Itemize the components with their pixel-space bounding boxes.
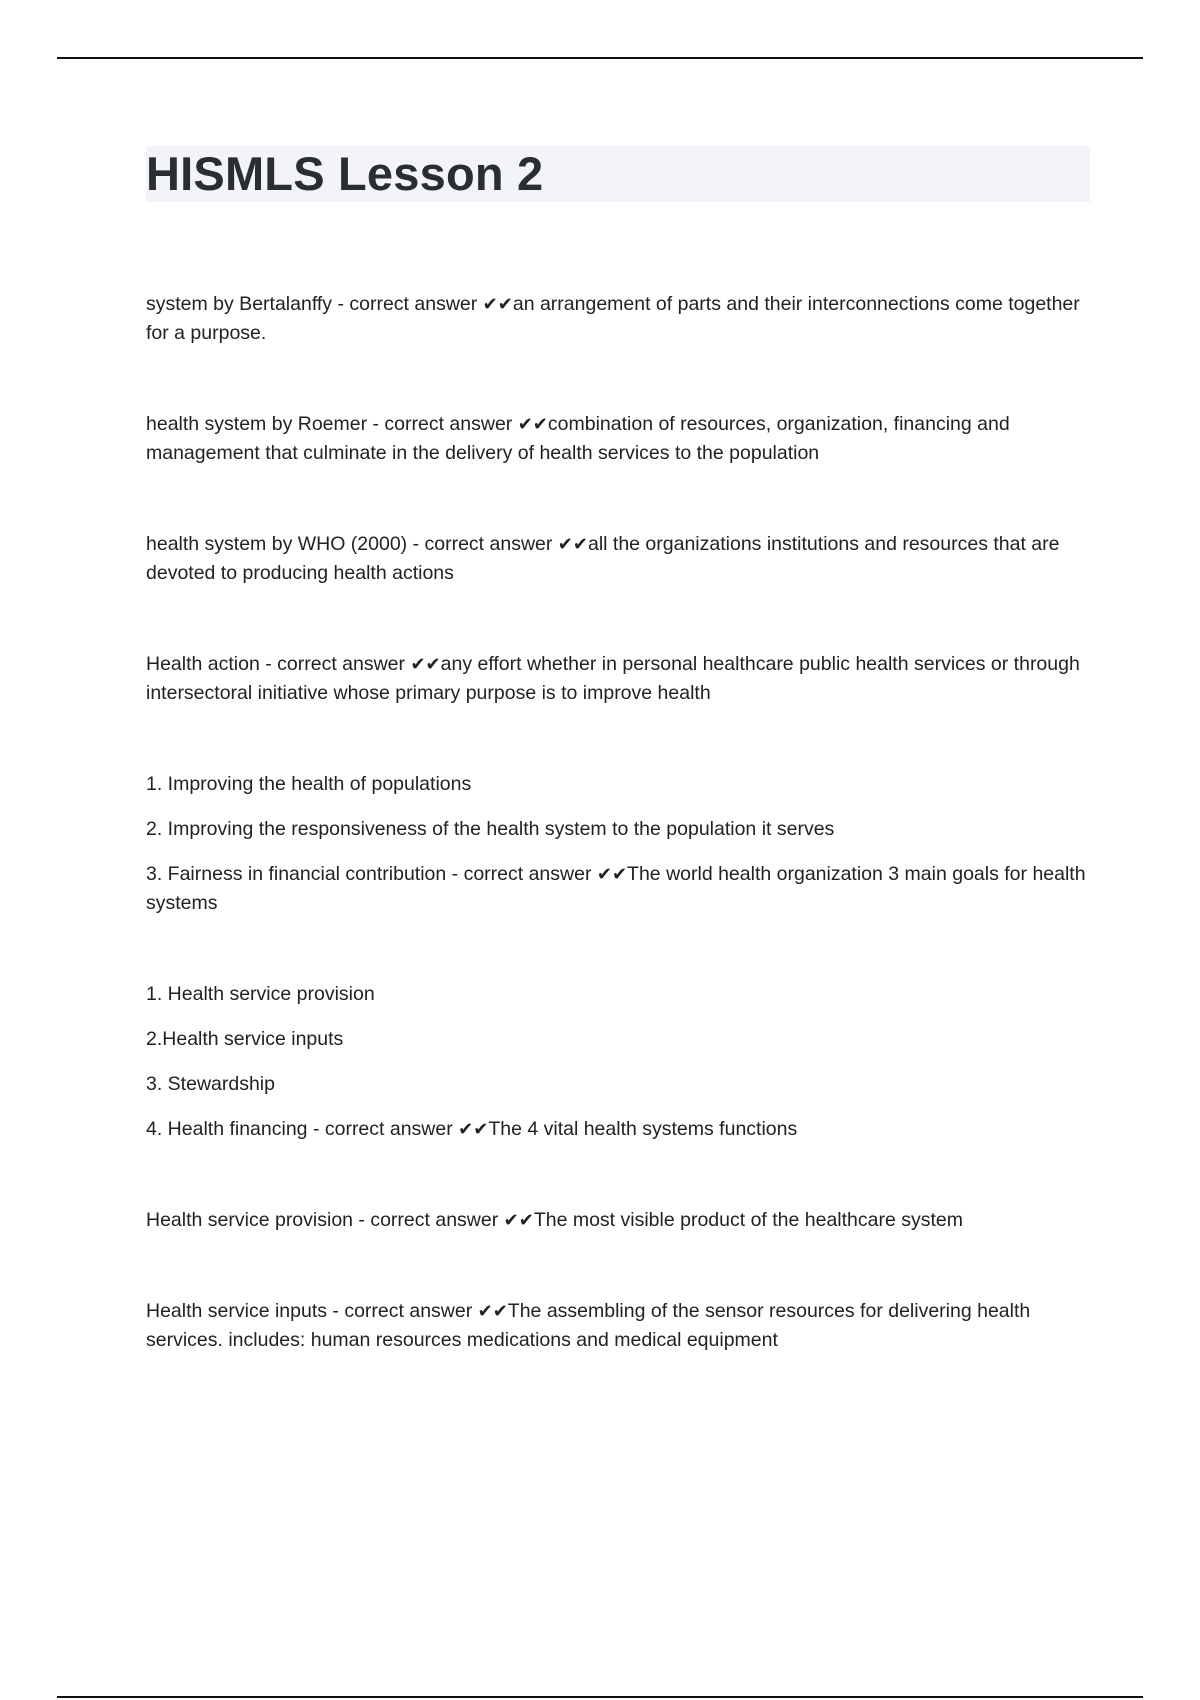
entry-term: health system by Roemer - correct answer (146, 413, 518, 435)
qa-entry-service-inputs (146, 1297, 1086, 1355)
entry-answer: all the organizations institutions and resources that are devoted to producing health actions (146, 533, 1060, 584)
qa-entry-service-provision (146, 1206, 1086, 1235)
entry-term: Health service provision - correct answer (146, 1209, 504, 1231)
check-mark-icon: ✔✔ (458, 1119, 489, 1140)
top-rule (57, 57, 1143, 59)
entry-answer: any effort whether in personal healthcare public health services or through intersectoral initiative whose primary purpose is to improve health (146, 653, 1080, 704)
entry-answer: The assembling of the sensor resources for delivering health services. includes: human resources medications and medical equipment (146, 1300, 1031, 1351)
list-item: 3. Stewardship (146, 1073, 275, 1095)
entry-answer: The world health organization 3 main goals for health systems (146, 863, 1086, 914)
entry-term: Health service inputs - correct answer (146, 1300, 478, 1322)
entry-term: 4. Health financing - correct answer (146, 1118, 459, 1140)
qa-entry-bertalanffy (146, 290, 1086, 348)
qa-entry-who-goals (146, 770, 1086, 918)
qa-entry-health-action (146, 650, 1086, 708)
entry-term: 3. Fairness in financial contribution - correct answer (146, 863, 597, 885)
list-item: 2. Improving the responsiveness of the health system to the population it serves (146, 818, 835, 840)
check-mark-icon: ✔✔ (557, 534, 588, 555)
entry-answer: combination of resources, organization, financing and management that culminate in the delivery of health services to the population (146, 413, 1010, 464)
list-item: 2.Health service inputs (146, 1028, 344, 1050)
check-mark-icon: ✔✔ (517, 414, 548, 435)
qa-entry-vital-functions (146, 980, 1086, 1144)
check-mark-icon: ✔✔ (410, 654, 441, 675)
check-mark-icon: ✔✔ (596, 864, 628, 885)
list-item: 1. Health service provision (146, 983, 375, 1005)
page-title: HISMLS Lesson 2 (146, 147, 544, 200)
qa-entry-roemer (146, 410, 1086, 468)
entry-answer: The most visible product of the healthcare system (533, 1209, 964, 1231)
document-body (146, 290, 1086, 1417)
entry-term: health system by WHO (2000) - correct answer (146, 533, 558, 555)
bottom-rule (57, 1696, 1143, 1698)
check-mark-icon: ✔✔ (503, 1210, 534, 1231)
list-item: 1. Improving the health of populations (146, 773, 472, 795)
qa-entry-who (146, 530, 1086, 588)
check-mark-icon: ✔✔ (482, 294, 513, 315)
entry-term: system by Bertalanffy - correct answer (146, 293, 483, 315)
entry-term: Health action - correct answer (146, 653, 411, 675)
entry-answer: an arrangement of parts and their interconnections come together for a purpose. (146, 293, 1080, 344)
entry-answer: The 4 vital health systems functions (488, 1118, 798, 1140)
check-mark-icon: ✔✔ (477, 1301, 508, 1322)
